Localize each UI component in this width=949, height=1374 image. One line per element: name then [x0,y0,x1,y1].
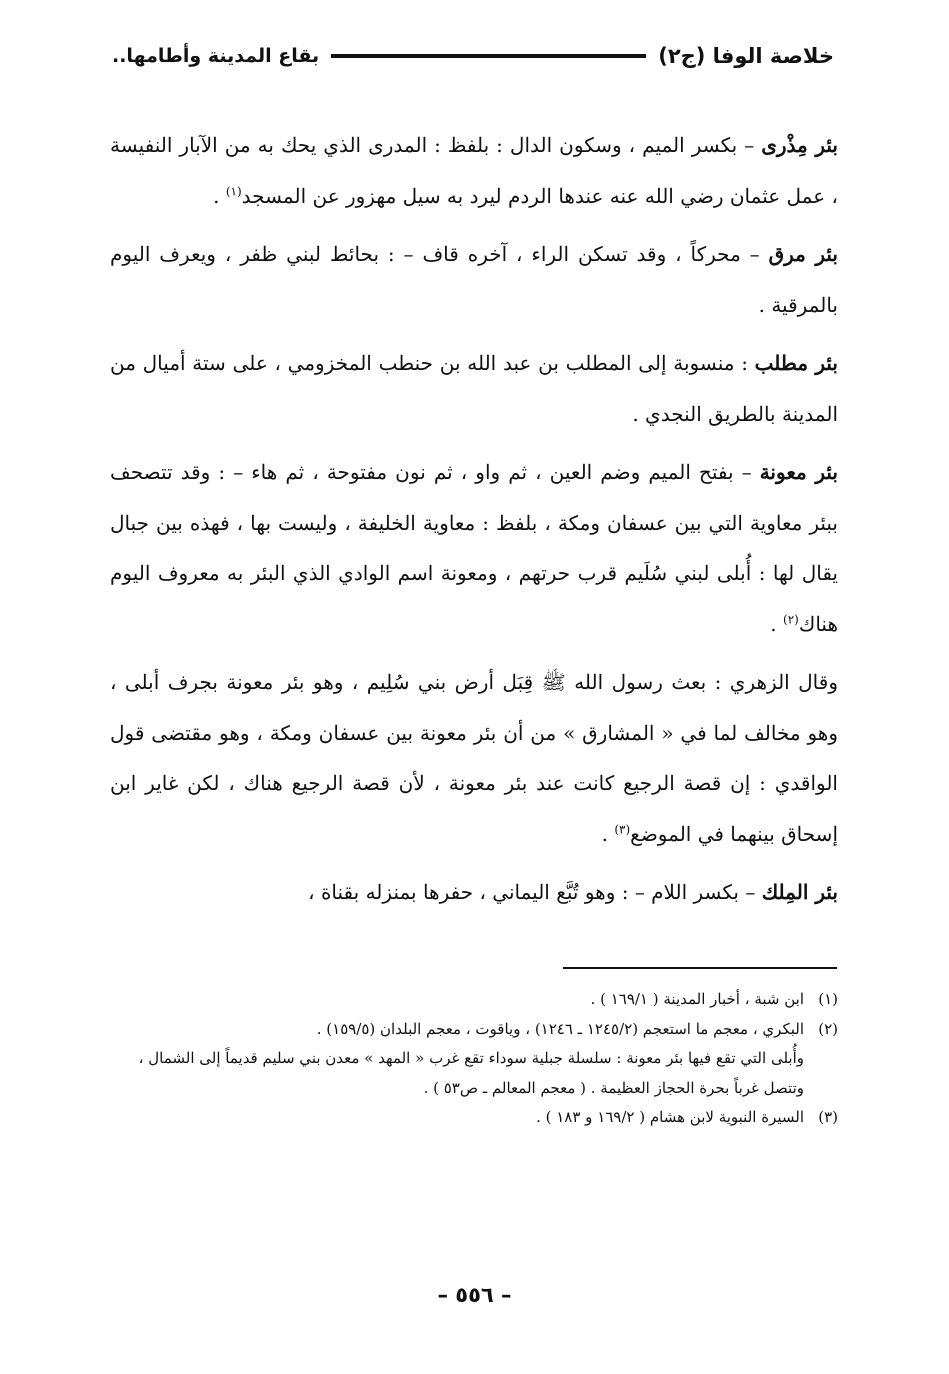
paragraph-end: . [770,611,783,636]
paragraph-text: – بفتح الميم وضم العين ، ثم واو ، ثم نون مفتوحة ، ثم هاء – : وقد تتصحف ببئر معاوية التي بين عسفان ومكة ، بلفظ : معاوية الخليفة ، وليست بها ، فهذه بين جبال يقال لها : أُبلى لبني سُلَيم قرب حرتهم ، ومعونة اسم الوادي الذي البئر به معروف اليوم هناك [110,460,838,636]
paragraph-end: . [213,183,226,208]
entry-term: بئر مرق [768,242,838,266]
footnote-ref: (١) [225,183,242,198]
header-rule [331,54,646,58]
main-text [110,120,838,926]
entry-term: بئر معونة [759,460,838,484]
footnote-number: (٢) [818,1019,838,1038]
paragraph [110,657,838,859]
paragraph-text: – محركاً ، وقد تسكن الراء ، آخره قاف – : بحائط لبني ظفر ، ويعرف اليوم بالمرقية . [110,242,838,317]
footnote-text: وأُبلى التي تقع فيها بئر معونة : سلسلة جبلية سوداء تقع غرب « المهد » معدن بني سليم قديماً إلى الشمال ، وتتصل غرباً بحرة الحجاز العظيمة . ( معجم المعالم ـ ص٥٣ ) . [138,1049,804,1097]
paragraph [110,447,838,649]
footnote-text: ابن شبة ، أخبار المدينة ( ١٦٩/١ ) . [590,990,804,1008]
paragraph-end: . [601,821,615,846]
footnote [110,1103,838,1133]
paragraph [110,229,838,330]
footnote-ref: (٣) [614,821,631,836]
footnote [110,985,838,1015]
footnote-text: البكري ، معجم ما استعجم (١٢٤٥/٢ ـ ١٢٤٦) ، وياقوت ، معجم البلدان (١٥٩/٥) . [316,1019,804,1038]
header-section-title: بقاع المدينة وأطامها.. [112,45,320,67]
footnote-number: (٣) [818,1108,838,1126]
paragraph-text: : منسوبة إلى المطلب بن عبد الله بن حنطب المخزومي ، على ستة أميال من المدينة بالطريق النجدي . [110,351,838,426]
running-header [112,36,834,76]
entry-term: بئر مِذْرى [761,133,838,157]
paragraph [110,867,838,918]
entry-term: بئر مطلب [754,351,838,375]
page-number: – ٥٥٦ – [437,1283,512,1307]
paragraph-text: وقال الزهري : بعث رسول الله ﷺ قِبَل أرض بني سُلِيم ، وهو بئر معونة بجرف أبلى ، وهو مخالف لما في « المشارق » من أن بئر معونة بين عسفان ومكة ، وهو مقتضى قول الواقدي : إن قصة الرجيع كانت عند بئر معونة ، لأن قصة الرجيع هناك ، لكن غاير ابن إسحاق بينهما في الموضع [110,670,838,846]
footnote-number: (١) [818,990,838,1008]
footnote-separator [563,967,837,969]
footnotes [110,985,838,1133]
header-book-title: خلاصة الوفا (ج٢) [658,44,834,68]
footnote [110,1015,838,1045]
paragraph-text: – بكسر اللام – : وهو تُبَّع اليماني ، حفرها بمنزله بقناة ، [308,880,762,904]
footnote-continuation [110,1044,838,1103]
paragraph [110,338,838,439]
paragraph-text: – بكسر الميم ، وسكون الدال : بلفظ : المدرى الذي يحك به من الآبار النفيسة ، عمل عثمان رضي الله عنه عندها الردم ليرد به سيل مهزور عن المسجد [110,133,838,208]
paragraph [110,120,838,221]
entry-term: بئر المِلك [761,880,838,904]
footnote-ref: (٢) [783,611,799,626]
footnote-text: السيرة النبوية لابن هشام ( ١٦٩/٢ و ١٨٣ ) . [536,1108,804,1126]
